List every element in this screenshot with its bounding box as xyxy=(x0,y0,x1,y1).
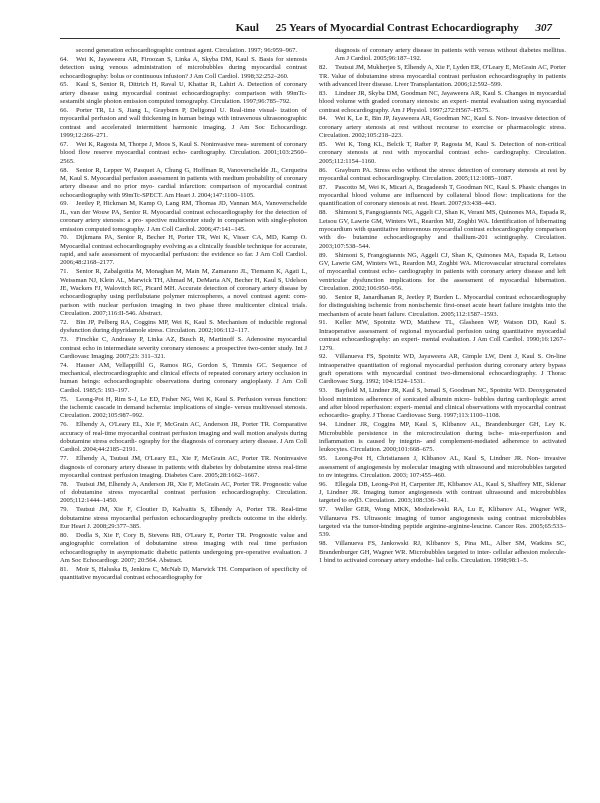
reference-text: Leong-Poi H, Christiansen J, Klibanov AL, Kaul S, Lindner JR. Non- invasive assessment of angiogenesis by molecular imaging with ultrasound and microbubbles targeted to αv integrins. Circulation. 2003; 107:455–460. xyxy=(319,455,566,479)
reference-number: 77. xyxy=(60,455,69,463)
reference-text: Moir S, Haluska B, Jenkins C, McNab D, Marwick TH. Comparison of specificity of quantitative myocardial contrast echocardiography for xyxy=(60,565,307,582)
reference-entry xyxy=(319,167,566,184)
reference-text: Wei K, Ragosta M, Thorpe J, Moos S, Kaul S. Noninvasive mea- surement of coronary blood flow reserve myocardial contrast echo- cardiography. Circulation. 2001;103:2560–2565. xyxy=(60,140,307,165)
reference-number: 67. xyxy=(60,140,69,148)
reference-entry xyxy=(60,47,307,55)
reference-number: 88. xyxy=(319,209,328,217)
reference-entry xyxy=(319,455,566,480)
reference-text: Senior R, Lepper W, Pasquet A, Chung G, Hoffman R, Vanoverschelde JL, Cerqueira M, Kaul S. Myocardial perfusion assessment in patients with medium probability of coronary artery disease and no prior myo- cardial infarction: comparison of myocardial contrast echocardiography with 99mTc-SPECT. Am Heart J. 2004;147:1100–1105. xyxy=(60,166,307,199)
reference-text: Senior R, Zabalgoitia M, Monaghan M, Main M, Zamarano JL, Tiemann K, Agati L, Weissman NJ, Klein AL, Marwick TH, Ahmad M, DeMaria AN, Becher H, Kaul S, Udelson JE, Wackers FJ, Walovitch RC, Picard MH. Accurate detection of coronary artery disease by echocardiography using perflubutane polymer microspheres, a novel contrast agent: com- parison with nuclear perfusion imaging in two phase three multicenter clinical trials. Circulation. 2007;116:II-546. Abstract. xyxy=(60,268,307,318)
reference-number: 89. xyxy=(319,251,328,259)
reference-text: Weller GER, Wong MKK, Modzelewski RA, Lu E, Klibanov AL, Wagner WR, Villanueva FS. Ultrasonic imaging of tumor angiogenesis using contrast microbubbles targeted via the tumor-binding peptide arginine-arginine-leucine. Cancer Res. 2005;65:533–539. xyxy=(319,506,566,539)
reference-number: 95. xyxy=(319,455,328,463)
reference-entry xyxy=(60,481,307,506)
reference-text: Hauser AM, Vellappillil G, Ramos RG, Gordon S, Timmis GC. Sequence of mechanical, electrocardiographic and clinical effects of repeated coronary artery occlusion in human beings: echocardiographic observations during coronary angioplasty. J Am Coll Cardiol. 1985;5: 193–197. xyxy=(60,361,307,394)
reference-number: 64. xyxy=(60,55,69,63)
reference-entry xyxy=(319,141,566,166)
reference-text: Villanueva FS, Jankowski RJ, Klibanov S, Pina ML, Alber SM, Watkins SC, Brandenburger GH, Wagner WR. Microbubbles targeted to inter- cellular adhesion molecule-1 bind to activated coronary artery endothe- lial cells. Circulation. 1998;98:1–5. xyxy=(319,540,566,564)
reference-entry xyxy=(319,506,566,539)
reference-number: 78. xyxy=(60,480,69,488)
reference-entry xyxy=(319,209,566,251)
reference-entry xyxy=(60,396,307,421)
reference-entry xyxy=(60,421,307,454)
reference-text: Tsutsui JM, Xie F, Cloutier D, Kalvaitis S, Elhendy A, Porter TR. Real-time dobutamine stress myocardial perfusion echocardiography predicts outcome in the elderly. Eur Heart J. 2008;29:377–385. xyxy=(60,506,307,530)
reference-text: Dijkmans PA, Senior R, Becher H, Porter TR, Wei K, Visser CA, MD, Kamp O. Myocardial contrast echocardiography evolving as a clinically feasible technique for accurate, rapid, and safe assessment of myocardial perfusion: the evidence so far. J Am Coll Cardiol. 2006;48:2168–2177. xyxy=(60,234,307,267)
reference-number: 72. xyxy=(60,318,69,326)
running-header xyxy=(0,8,600,46)
header-text xyxy=(236,22,552,34)
header-rule xyxy=(60,38,560,39)
reference-entry xyxy=(60,362,307,395)
reference-entry xyxy=(60,81,307,106)
reference-text: Keller MW, Spotnitz WD, Matthew TL, Glasheen WP, Watson DD, Kaul S. Intraoperative assessment of regional myocardial perfusion using quantitative myocardial contrast echocardiography: an experi- mental evaluation. J Am Coll Cardiol. 1990;16:1267–1279. xyxy=(319,319,566,352)
reference-text: diagnosis of coronary artery disease in patients with versus without diabetes mellitus. Am J Cardiol. 2005;96:187–192. xyxy=(335,47,566,63)
reference-number: 98. xyxy=(319,540,328,548)
reference-entry xyxy=(60,532,307,565)
header-title: 25 Years of Myocardial Contrast Echocardiography xyxy=(275,22,519,34)
reference-entry xyxy=(319,421,566,454)
reference-entry xyxy=(319,47,566,64)
reference-text: Pascotto M, Wei K, Micari A, Bragadeesh T, Goodman NC, Kaul S. Phasic changes in myocardial blood volume are influenced by collateral blood flow: implications for the quantification of coronary stenosis at rest. Heart. 2007;93:438–443. xyxy=(319,183,566,208)
reference-text: Tsutsui JM, Elhendy A, Anderson JR, Xie F, McGrain AC, Porter TR. Prognostic value of dobutamine stress myocardial contrast perfusion echocardiography. Circulation. 2005;112:1444–1450. xyxy=(60,480,307,505)
reference-entry xyxy=(319,64,566,89)
reference-number: 96. xyxy=(319,480,328,488)
reference-number: 90. xyxy=(319,293,328,301)
reference-text: Dodla S, Xie F, Cory B, Stevens RB, O'Leary E, Porter TR. Prognostic value and angiographic correlation of dobutamine stress imaging with real time perfusion echocardiography in asymptomatic diabetic patients undergoing pre-operative evaluation. J Am Soc Echocardiogr. 2007; 20:564. Abstract. xyxy=(60,531,307,564)
reference-number: 91. xyxy=(319,319,328,327)
reference-text: Shimoni S, Fangogiannis NG, Aggeli CJ, Shan K, Verani MS, Quinones MA, Espada R, Letsou GV, Lawrie GM, Winters WL, Reardon MJ, Zoghbi WA. Identification of hibernating myocardium with quantitative intravenous myocardial contrast echocardiography comparison with do- butamine echocardiography and thallium-201 scintigraphy. Circulation. 2003;107:538–544. xyxy=(319,209,566,250)
reference-number: 69. xyxy=(60,200,69,208)
reference-number: 83. xyxy=(319,89,328,97)
reference-entry xyxy=(319,319,566,352)
reference-text: Wei K, Le E, Bin JP, Jayaweera AR, Goodman NC, Kaul S. Non- invasive detection of coronary artery stenosis at rest without recourse to exercise or pharmacologic stress. Circulation. 2002;105:218–223. xyxy=(319,115,566,140)
reference-number: 70. xyxy=(60,234,69,242)
reference-entry xyxy=(319,184,566,209)
reference-number: 94. xyxy=(319,421,328,429)
reference-entry xyxy=(319,115,566,140)
reference-text: second generation echocardiographic contrast agent. Circulation. 1997; 96:959–967. xyxy=(76,47,298,54)
reference-text: Kaul S, Senior R, Dittrich H, Raval U, Khattar R, Lahiri A. Detection of coronary artery disease using myocardial contrast echocardiography: comparison with 99mTc-sestamibi single photon emission computed tomography. Circulation. 1997;96:785–792. xyxy=(60,81,307,106)
reference-text: Ellegala DB, Leong-Poi H, Carpenter JE, Klibanov AL, Kaul S, Shaffrey ME, Sklenar J, Lindner JR. Imaging tumor angiogenesis with contrast ultrasound and microbubbles targeted to αvβ3. Circulation. 2003;108:336–341. xyxy=(319,480,566,505)
reference-entry xyxy=(60,167,307,200)
reference-number: 97. xyxy=(319,506,328,514)
page-number: 307 xyxy=(535,22,552,34)
reference-text: Wei K, Jayaweera AR, Firoozan S, Linka A, Skyba DM, Kaul S. Basis for stenosis detection using venous administration of microbubbles during myocardial contrast echocardiography: bolus or continuous infusion? J Am Coll Cardiol. 1998;32:252–260. xyxy=(60,55,307,80)
reference-text: Lindner JR, Skyba DM, Goodman NC, Jayaweera AR, Kaul S. Changes in myocardial blood volume with graded coronary stenosis: an experi- mental evaluation using myocardial contrast echocardiography. Am J Physiol. 1997;272:H567–H575. xyxy=(319,89,566,114)
reference-entry xyxy=(60,455,307,480)
reference-entry xyxy=(319,387,566,420)
reference-entry xyxy=(60,336,307,361)
reference-text: Lindner JR, Coggins MP, Kaul S, Klibanov AL, Brandenburger GH, Ley K. Microbubble persistence in the microcirculation during ische- mia-reperfusion and inflammation is caused by integrin- and complement-mediated adherence to activated leukocytes. Circulation. 2000;101:668–675. xyxy=(319,421,566,454)
reference-number: 65. xyxy=(60,81,69,89)
reference-text: Porter TR, Li S, Jiang L, Grayburn P, Deligonul U. Real-time visual- ization of myocardial perfusion and wall thickening in human beings with intravenous ultrasonographic contrast and accelerated intermittent harmonic imaging. J Am Soc Echocardiogr. 1999;12:266–271. xyxy=(60,107,307,140)
reference-text: Tsutsui JM, Mukherjee S, Elhendy A, Xie F, Lyden ER, O'Leary E, McGrain AC, Porter TR. Value of dobutamine stress myocardial contrast perfusion echocardiography in patients with advanced liver disease. Liver Transplantation. 2006;12:592–599. xyxy=(319,64,566,88)
reference-text: Grayburn PA. Stress echo without the stress: detection of coronary stenosis at rest by myocardial contrast echocardiography. Circulation. 2005;112:1085–1087. xyxy=(319,166,566,182)
reference-number: 73. xyxy=(60,336,69,344)
reference-number: 75. xyxy=(60,395,69,403)
header-author: Kaul xyxy=(235,22,259,34)
reference-text: Elhendy A, Tsutsui JM, O'Leary EL, Xie F, McGrain AC, Porter TR. Noninvasive diagnosis of coronary artery disease in patients with diabetes by dobutamine stress real-time myocardial contrast perfusion imaging. Diabetes Care. 2005;28:1662–1667. xyxy=(60,455,307,479)
reference-number: 68. xyxy=(60,166,69,174)
reference-number: 71. xyxy=(60,268,69,276)
reference-number: 84. xyxy=(319,115,328,123)
reference-text: Wei K, Tong KL, Belcik T, Rafter P, Ragosta M, Kaul S. Detection of non-critical coronary stenosis at rest with myocardial contrast echo- cardiography. Circulation. 2005;112:1154–1160. xyxy=(319,140,566,165)
reference-column-left xyxy=(60,47,307,583)
reference-entry xyxy=(60,506,307,531)
reference-entry xyxy=(60,319,307,336)
reference-number: 93. xyxy=(319,387,328,395)
reference-text: Bayfield M, Lindner JR, Kaul S, Ismail S, Goodman NC, Spotnitz WD. Deoxygenated blood minimizes adherence of sonicated albumin micro- bubbles during cardioplegic arrest and after blood reperfusion: experi- mental and clinical observations with myocardial contrast echocardio- graphy. J Thorac Cardiovasc Surg. 1997;113:1100–1108. xyxy=(319,387,566,420)
reference-text: Bin JP, Pelberg RA, Coggins MP, Wei K, Kaul S. Mechanism of inducible regional dysfunction during dipyridamole stress. Circulation. 2002;106:112–117. xyxy=(60,318,307,335)
reference-number: 76. xyxy=(60,421,69,429)
reference-number: 86. xyxy=(319,166,328,174)
reference-entry xyxy=(60,566,307,583)
reference-text: Leong-Poi H, Rim S-J, Le ED, Fisher NG, Wei K, Kaul S. Perfusion versus function: the ischemic cascade in demand ischemia: implications of single- versus multivessel stenosis. Circulation. 2002;105:987–992. xyxy=(60,395,307,420)
reference-entry xyxy=(319,90,566,115)
reference-entry xyxy=(319,540,566,565)
reference-entry xyxy=(60,141,307,166)
reference-text: Firschke C, Andrassy P, Linka AZ, Busch R, Martinoff S. Adenosine myocardial contrast echo in intermediate severity coronary stenoses: a prospective two-center study. Int J Cardiovasc Imaging. 2007;23: 311–321. xyxy=(60,336,307,360)
reference-text: Villanueva FS, Spotnitz WD, Jayaweera AR, Gimple LW, Dent J, Kaul S. On-line intraoperative quantitation of regional myocardial perfusion during coronary artery bypass graft operations with myocardial contrast two-dimensional echocardiography. J Thorac Cardiovasc Surg. 1992; 104:1524–1531. xyxy=(319,353,566,386)
reference-entry xyxy=(60,234,307,267)
reference-number: 81. xyxy=(60,565,69,573)
reference-entry xyxy=(319,252,566,294)
reference-entry xyxy=(60,268,307,318)
reference-number: 85. xyxy=(319,140,328,148)
reference-entry xyxy=(319,481,566,506)
reference-number: 92. xyxy=(319,353,328,361)
reference-number: 87. xyxy=(319,183,328,191)
reference-entry xyxy=(60,200,307,233)
reference-text: Shimoni S, Frangogiannis NG, Aggeli CJ, Shan K, Quinones MA, Espada R, Letsou GV, Lawrie GM, Winters WL, Reardon MJ, Zoghbi WA. Microvascular structural correlates of myocardial contrast echo- cardiography in patients with coronary artery disease and left ventricular dysfunction implications for the assessment of myocardial hibernation. Circulation. 2002;106:950–956. xyxy=(319,251,566,292)
reference-number: 80. xyxy=(60,531,69,539)
reference-text: Elhendy A, O'Leary EL, Xie F, McGrain AC, Anderson JR, Porter TR. Comparative accuracy of real-time myocardial contrast perfusion imaging and wall motion analysis during dobutamine stress echocardi- ography for the diagnosis of coronary artery disease. J Am Coll Cardiol. 2004;44:2185–2191. xyxy=(60,421,307,454)
reference-entry xyxy=(319,294,566,319)
reference-number: 82. xyxy=(319,64,328,72)
reference-column-right xyxy=(319,47,566,566)
reference-entry xyxy=(60,107,307,140)
reference-text: Senior R, Janardhanan R, Jeetley P, Burden L. Myocardial contrast echocardiography for distinguishing ischemic from nonischemic first-onset acute heart failure insights into the mechanism of acute heart failure. Circulation. 2005;112:1587–1593. xyxy=(319,293,566,318)
reference-entry xyxy=(60,56,307,81)
reference-entry xyxy=(319,353,566,386)
reference-number: 79. xyxy=(60,506,69,514)
reference-text: Jeetley P, Hickman M, Kamp O, Lang RM, Thomas JD, Vannan MA, Vanoverschelde JL, van der Wouw PA, Senior R. Myocardial contrast echocardiography for the detection of coronary artery stenosis: a pro- spective multicenter study in comparison with single-photon emission computed tomography. J Am Coll Cardiol. 2006;47:141–145. xyxy=(60,200,307,233)
reference-number: 66. xyxy=(60,107,69,115)
reference-number: 74. xyxy=(60,361,69,369)
